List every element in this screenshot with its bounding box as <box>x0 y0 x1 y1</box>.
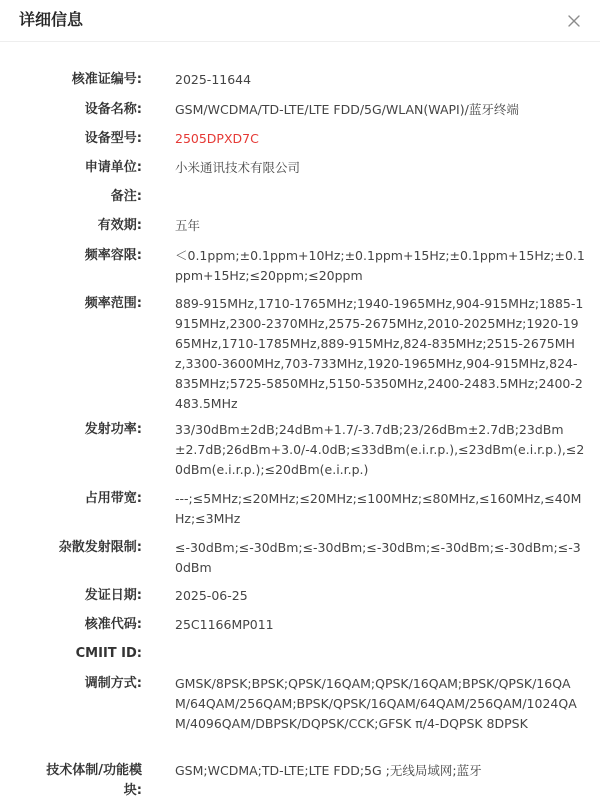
field-label: 发证日期: <box>84 588 142 603</box>
field-label: 设备名称: <box>84 102 142 117</box>
field-value: ---;≤5MHz;≤20MHz;≤20MHz;≤100MHz;≤80MHz,≤160MHz,≤40MHz;≤3MHz <box>175 491 582 526</box>
field-label: 技术体制/功能模块: <box>46 763 142 798</box>
field-label: 有效期: <box>97 218 142 233</box>
field-label: 备注: <box>110 189 142 204</box>
close-button[interactable] <box>566 13 582 29</box>
field-value: 小米通讯技术有限公司 <box>175 160 301 175</box>
field-value: ≤-30dBm;≤-30dBm;≤-30dBm;≤-30dBm;≤-30dBm;≤-30dBm;≤-30dBm <box>175 540 581 575</box>
field-value: GSM/WCDMA/TD-LTE/LTE FDD/5G/WLAN(WAPI)/蓝牙终端 <box>175 102 519 117</box>
field-value: 25C1166MP011 <box>175 617 274 632</box>
field-label: 申请单位: <box>84 160 142 175</box>
field-value: 五年 <box>175 218 201 233</box>
field-label: 频率范围: <box>84 296 142 311</box>
field-value: 889-915MHz,1710-1765MHz;1940-1965MHz,904-915MHz;1885-1915MHz,2300-2370MHz,2575-2675MHz,2010-2025MHz;1920-1965MHz,1710-1785MHz,889-915MHz,824-835MHz;2515-2675MHz,3300-3600MHz,703-733MHz,1920-1965MHz,904-915MHz,824-835MHz;5725-5850MHz,5150-5350MHz,2400-2483.5MHz;2400-2483.5MHz <box>175 296 584 411</box>
field-label: 核准证编号: <box>71 72 142 87</box>
field-value: 2025-06-25 <box>175 588 248 603</box>
dialog-header <box>0 0 600 42</box>
field-label: 核准代码: <box>84 617 142 632</box>
field-label: 调制方式: <box>84 676 142 691</box>
field-label: 杂散发射限制: <box>58 540 142 555</box>
field-label: 发射功率: <box>84 422 142 437</box>
field-label: 占用带宽: <box>84 491 142 506</box>
dialog-title: 详细信息 <box>19 10 84 29</box>
field-label: CMIIT ID: <box>75 646 142 661</box>
field-label: 设备型号: <box>84 131 142 146</box>
close-icon <box>566 13 582 29</box>
device-model-value: 2505DPXD7C <box>175 131 259 146</box>
field-value: GSM;WCDMA;TD-LTE;LTE FDD;5G ;无线局域网;蓝牙 <box>175 763 482 778</box>
field-value: 2025-11644 <box>175 72 252 87</box>
field-value: GMSK/8PSK;BPSK;QPSK/16QAM;QPSK/16QAM;BPSK/QPSK/16QAM/64QAM/256QAM;BPSK/QPSK/16QAM/64QAM/256QAM/1024QAM/4096QAM/DBPSK/DQPSK/CCK;GFSK π/4-DQPSK 8DPSK <box>175 676 577 731</box>
field-label: 频率容限: <box>84 248 142 263</box>
field-value: ＜0.1ppm;±0.1ppm+10Hz;±0.1ppm+15Hz;±0.1ppm+15Hz;±0.1ppm+15Hz;≤20ppm;≤20ppm <box>175 248 585 283</box>
field-value: 33/30dBm±2dB;24dBm+1.7/-3.7dB;23/26dBm±2.7dB;23dBm±2.7dB;26dBm+3.0/-4.0dB;≤33dBm(e.i.r.p.),≤23dBm(e.i.r.p.),≤20dBm(e.i.r.p.);≤20dBm(e.i.r.p.) <box>175 422 585 477</box>
